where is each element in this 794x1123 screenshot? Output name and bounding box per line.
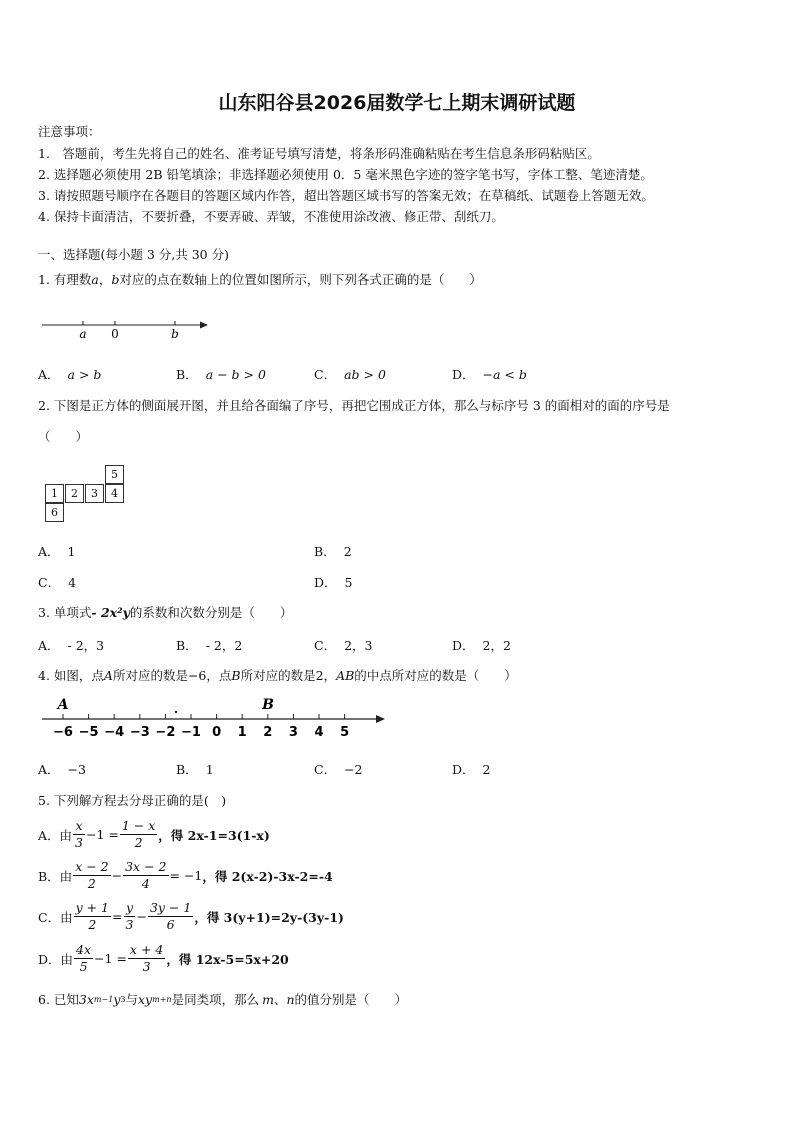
question-3: 3. 单项式 - 2x²y 的系数和次数分别是（ ） <box>38 604 293 620</box>
q4-option-d[interactable]: D． 2 <box>452 761 491 777</box>
question-6: 6. 已知 3x m−1 y 3 与 xy m+n 是同类项，那么 m 、 n 的值分别是（ ） <box>38 991 408 1007</box>
q2-option-a[interactable]: A． 1 <box>38 543 76 559</box>
q4-tick-label: 4 <box>314 725 324 740</box>
q5-option-b[interactable]: B．由 $\frac{x - 2}{2}$ − $\frac{3x - 2}{4}$ = −1 ，得 2(x-2)-3x-2=-4 <box>38 859 333 891</box>
question-5: 5. 下列解方程去分母正确的是( ) <box>38 793 227 808</box>
q1-option-d[interactable]: D． −a < b <box>452 366 527 382</box>
notice-heading: 注意事项： <box>38 124 101 139</box>
net-cell-1: 1 <box>45 484 64 503</box>
q4-tick-label: 1 <box>237 725 247 740</box>
q4-point-a-label: A <box>57 697 69 713</box>
q2-option-b[interactable]: B． 2 <box>314 543 352 559</box>
q2-option-d[interactable]: D． 5 <box>314 574 353 590</box>
q4-tick-label: −1 <box>181 725 201 740</box>
net-cell-4: 4 <box>105 484 124 503</box>
notice-item: 1. 答题前，考生先将自己的姓名、准考证号填写清楚，将条形码准确粘贴在考生信息条形码粘贴区。 <box>38 146 600 161</box>
section-heading: 一、选择题(每小题 3 分,共 30 分) <box>38 247 229 262</box>
q4-number-line <box>38 694 393 744</box>
q4-tick-label: −6 <box>53 725 73 740</box>
notice-item: 3. 请按照题号顺序在各题目的答题区域内作答，超出答题区域书写的答案无效；在草稿纸、试题卷上答题无效。 <box>38 188 654 203</box>
q4-tick-label: 2 <box>263 725 273 740</box>
net-cell-3: 3 <box>85 484 104 503</box>
q4-dot <box>175 711 177 713</box>
q1-var-b: b <box>111 271 120 287</box>
question-4: 4. 如图，点 A 所对应的数是 −6 ，点 B 所对应的数是 2 ， AB 的中点所对应的数是（ ） <box>38 667 517 683</box>
q4-tick-label: 3 <box>288 725 298 740</box>
q3-option-b[interactable]: B． - 2，2 <box>176 638 243 653</box>
net-cell-5: 5 <box>105 465 124 484</box>
q4-option-b[interactable]: B． 1 <box>176 761 214 777</box>
q1-axis-label-b: b <box>171 327 179 341</box>
q1-option-b[interactable]: B． a − b > 0 <box>176 366 266 382</box>
q4-point-b-label: B <box>262 697 274 713</box>
q3-option-c[interactable]: C． 2，3 <box>314 638 373 653</box>
q4-tick-label: 0 <box>212 725 222 740</box>
q4-tick-label: −4 <box>104 725 125 740</box>
q4-option-a[interactable]: A． −3 <box>38 761 86 777</box>
q1-number-line <box>38 318 213 344</box>
q1-axis-label-0: 0 <box>111 327 119 341</box>
q1-axis-label-a: a <box>79 327 87 341</box>
question-1 <box>38 270 482 288</box>
q1-prefix: 1. 有理数 <box>38 272 92 287</box>
notice-item: 4. 保持卡面清洁，不要折叠，不要弄破、弄皱，不准使用涂改液、修正带、刮纸刀。 <box>38 209 504 224</box>
q3-option-d[interactable]: D． 2，2 <box>452 638 511 653</box>
net-cell-2: 2 <box>65 484 84 503</box>
q4-option-c[interactable]: C． −2 <box>314 761 363 777</box>
q3-option-a[interactable]: A． - 2，3 <box>38 638 105 653</box>
q4-tick-label: −5 <box>78 725 99 740</box>
question-2: 2. 下图是正方体的侧面展开图，并且给各面编了序号，再把它围成正方体，那么与标序号 3 的面相对的面的序号是 <box>38 398 670 413</box>
q1-option-c[interactable]: C． ab > 0 <box>314 366 386 382</box>
q1-option-a[interactable]: A． a > b <box>38 366 102 382</box>
q5-option-d[interactable]: D．由 $\frac{4x}{5}$ −1 = $\frac{x + 4}{3}$ ，得 12x-5=5x+20 <box>38 942 289 974</box>
q5-option-c[interactable]: C．由 $\frac{y + 1}{2}$ = $\frac{y}{3}$ − $\frac{3y - 1}{6}$ ，得 3(y+1)=2y-(3y-1) <box>38 900 344 932</box>
q1-var-a: a <box>91 271 99 287</box>
q3-monomial: - 2x²y <box>91 604 130 620</box>
q2-option-c[interactable]: C． 4 <box>38 574 77 590</box>
q1-rest: 对应的点在数轴上的位置如图所示，则下列各式正确的是（ ） <box>119 272 482 287</box>
q5-option-a[interactable]: A．由 $\frac{x}{3}$ −1 = $\frac{1 - x}{2}$ ，得 2x-1=3(1-x) <box>38 818 270 850</box>
q4-tick-label: 5 <box>340 725 350 740</box>
q1-sep: ， <box>98 272 112 287</box>
net-cell-6: 6 <box>45 503 64 522</box>
q4-tick-label: −2 <box>155 725 176 740</box>
q2-paren: （ ） <box>38 429 89 444</box>
q4-tick-label: −3 <box>129 725 150 740</box>
notice-item: 2. 选择题必须使用 2B 铅笔填涂；非选择题必须使用 0．5 毫米黑色字迹的签字笔书写，字体工整、笔迹清楚。 <box>38 167 653 182</box>
exam-title: 山东阳谷县2026届数学七上期末调研试题 <box>218 92 576 114</box>
